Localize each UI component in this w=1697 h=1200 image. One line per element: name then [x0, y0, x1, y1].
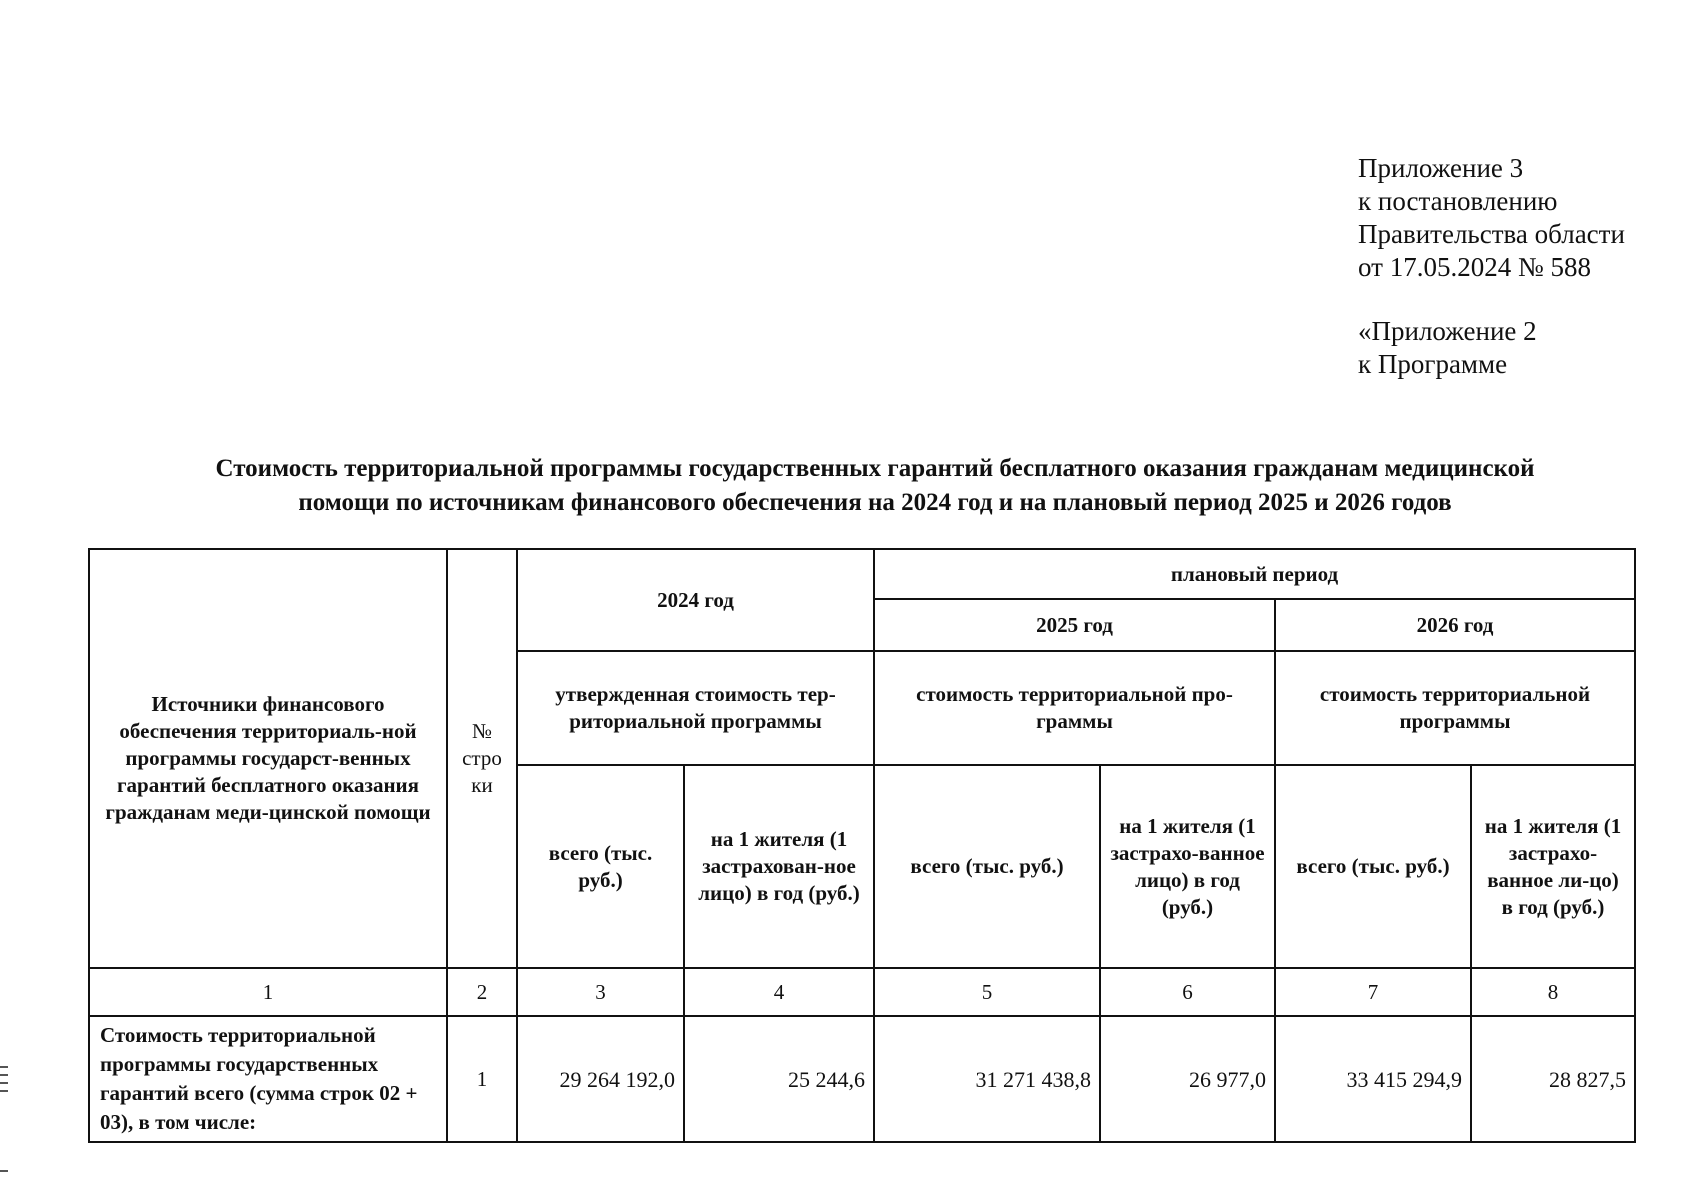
- header-cost-2025: стоимость территориальной про-граммы: [874, 651, 1275, 765]
- cell-total-2025: 31 271 438,8: [874, 1016, 1100, 1142]
- table-row: [89, 1016, 1635, 1142]
- header-total-2024: всего (тыс. руб.): [517, 765, 684, 968]
- cost-table: [88, 548, 1636, 1143]
- header-sources: Источники финансового обеспечения территориаль-ной программы государст-венных гарантий бесплатного оказания гражданам меди-цинской помощи: [89, 549, 447, 968]
- column-number: 4: [684, 968, 874, 1016]
- header-cost-2026: стоимость территориальной программы: [1275, 651, 1635, 765]
- appendix-line: Правительства области: [1358, 219, 1625, 249]
- header-year-2024: 2024 год: [517, 549, 874, 651]
- appendix-block: [1358, 152, 1625, 381]
- cell-total-2024: 29 264 192,0: [517, 1016, 684, 1142]
- cell-per-capita-2024: 25 244,6: [684, 1016, 874, 1142]
- scan-margin-mark: [0, 1074, 8, 1076]
- column-number: 6: [1100, 968, 1275, 1016]
- header-per-capita-2024: на 1 жителя (1 застрахован-ное лицо) в год (руб.): [684, 765, 874, 968]
- appendix-line: к постановлению: [1358, 186, 1558, 216]
- scan-margin-mark: [0, 1082, 8, 1084]
- appendix-line: от 17.05.2024 № 588: [1358, 252, 1591, 282]
- header-total-2026: всего (тыс. руб.): [1275, 765, 1471, 968]
- appendix-line: Приложение 3: [1358, 153, 1524, 183]
- header-total-2025: всего (тыс. руб.): [874, 765, 1100, 968]
- scan-margin-mark: [0, 1090, 8, 1092]
- column-number: 1: [89, 968, 447, 1016]
- appendix-gap: [1358, 284, 1625, 315]
- appendix-line: «Приложение 2: [1358, 316, 1537, 346]
- column-number: 7: [1275, 968, 1471, 1016]
- appendix-line: к Программе: [1358, 349, 1508, 379]
- cell-per-capita-2026: 28 827,5: [1471, 1016, 1635, 1142]
- column-number: 2: [447, 968, 517, 1016]
- header-per-capita-2025: на 1 жителя (1 застрахо-ванное лицо) в год (руб.): [1100, 765, 1275, 968]
- row-label: Стоимость территориальной программы государственных гарантий всего (сумма строк 02 + 03), в том числе:: [89, 1016, 447, 1142]
- header-planned-period: плановый период: [874, 549, 1635, 599]
- column-number: 5: [874, 968, 1100, 1016]
- document-title: [110, 452, 1640, 520]
- header-year-2026: 2026 год: [1275, 599, 1635, 651]
- cell-per-capita-2025: 26 977,0: [1100, 1016, 1275, 1142]
- scan-margin-mark: [0, 1066, 8, 1068]
- document-title-line: помощи по источникам финансового обеспечения на 2024 год и на плановый период 2025 и 2026 годов: [298, 489, 1452, 516]
- header-per-capita-2026: на 1 жителя (1 застрахо-ванное ли-цо) в год (руб.): [1471, 765, 1635, 968]
- header-year-2025: 2025 год: [874, 599, 1275, 651]
- column-number: 3: [517, 968, 684, 1016]
- scan-margin-mark: [0, 1170, 8, 1172]
- document-title-line: Стоимость территориальной программы государственных гарантий бесплатного оказания гражданам медицинской: [215, 455, 1535, 482]
- cell-total-2026: 33 415 294,9: [1275, 1016, 1471, 1142]
- header-approved-cost: утвержденная стоимость тер-риториальной программы: [517, 651, 874, 765]
- column-number: 8: [1471, 968, 1635, 1016]
- header-row-number: № стро ки: [447, 549, 517, 968]
- row-number: 1: [447, 1016, 517, 1142]
